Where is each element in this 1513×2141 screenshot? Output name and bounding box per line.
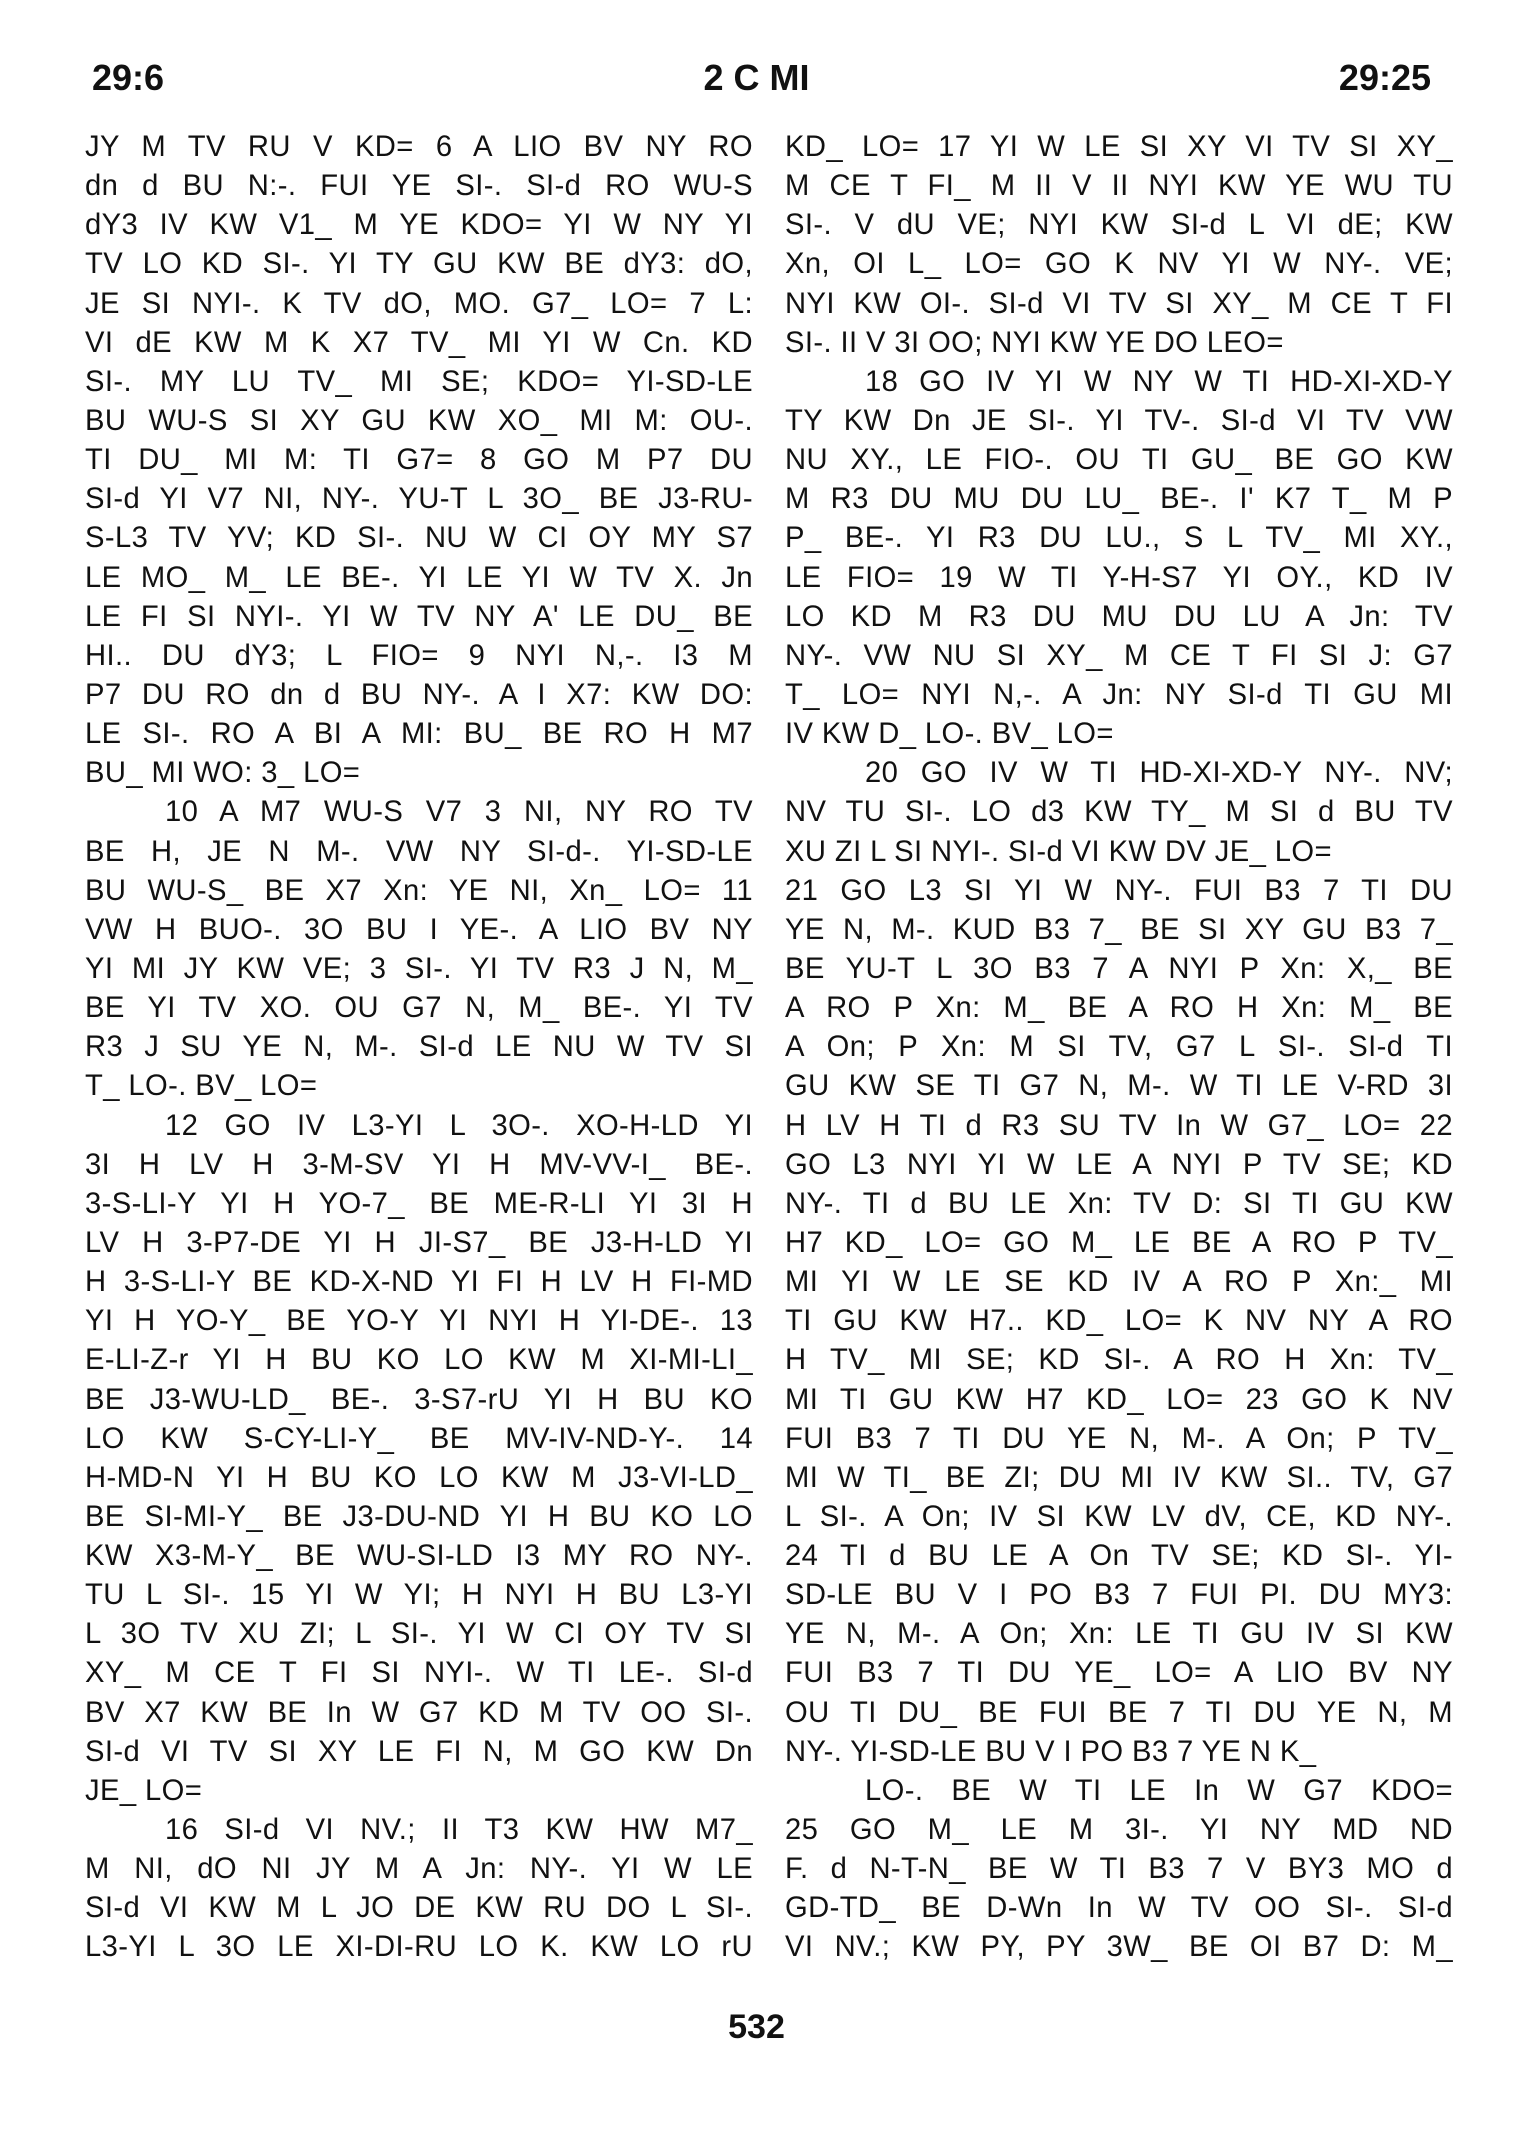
text-line: OU TI DU_ BE FUI BE 7 TI DU YE N, M xyxy=(785,1696,1453,1729)
text-line: NU XY., LE FIO-. OU TI GU_ BE GO KW xyxy=(785,444,1453,477)
text-line: IV KW D_ LO-. BV_ LO= xyxy=(785,718,1114,751)
header-verse-start: 29:6 xyxy=(92,57,165,98)
text-line: LE FIO= 19 W TI Y-H-S7 YI OY., KD IV xyxy=(785,561,1453,594)
text-line: NYI KW OI-. SI-d VI TV SI XY_ M CE T FI xyxy=(785,287,1453,320)
text-line: 25 GO M_ LE M 3I-. YI NY MD ND xyxy=(785,1814,1453,1847)
text-line: BE J3-WU-LD_ BE-. 3-S7-rU YI H BU KO xyxy=(85,1383,753,1416)
text-line: L3-YI L 3O LE XI-DI-RU LO K. KW LO rU xyxy=(85,1931,753,1964)
text-line: 18 GO IV YI W NY W TI HD-XI-XD-Y xyxy=(865,365,1453,398)
right-text-column xyxy=(785,128,1453,1968)
text-line: H7 KD_ LO= GO M_ LE BE A RO P TV_ xyxy=(785,1226,1453,1259)
text-line: H 3-S-LI-Y BE KD-X-ND YI FI H LV H FI-MD xyxy=(85,1266,753,1299)
text-line: MI YI W LE SE KD IV A RO P Xn:_ MI xyxy=(785,1266,1453,1299)
text-line: 20 GO IV W TI HD-XI-XD-Y NY-. NV; xyxy=(865,757,1453,790)
text-line: BE YI TV XO. OU G7 N, M_ BE-. YI TV xyxy=(85,992,753,1025)
text-line: TY KW Dn JE SI-. YI TV-. SI-d VI TV VW xyxy=(785,404,1453,437)
text-line: H-MD-N YI H BU KO LO KW M J3-VI-LD_ xyxy=(85,1461,753,1494)
text-line: JE SI NYI-. K TV dO, MO. G7_ LO= 7 L: xyxy=(85,287,753,320)
text-line: LV H 3-P7-DE YI H JI-S7_ BE J3-H-LD YI xyxy=(85,1226,753,1259)
text-line: GO L3 NYI YI W LE A NYI P TV SE; KD xyxy=(785,1148,1453,1181)
text-line: P_ BE-. YI R3 DU LU., S L TV_ MI XY., xyxy=(785,522,1453,555)
text-line: FUI B3 7 TI DU YE_ LO= A LIO BV NY xyxy=(785,1657,1453,1690)
text-line: F. d N-T-N_ BE W TI B3 7 V BY3 MO d xyxy=(785,1853,1453,1886)
text-line: FUI B3 7 TI DU YE N, M-. A On; P TV_ xyxy=(785,1422,1453,1455)
text-line: M R3 DU MU DU LU_ BE-. I' K7 T_ M P xyxy=(785,483,1453,516)
text-line: VI dE KW M K X7 TV_ MI YI W Cn. KD xyxy=(85,326,753,359)
text-line: JE_ LO= xyxy=(85,1774,203,1807)
header-verse-end: 29:25 xyxy=(1338,57,1431,98)
text-line: LE MO_ M_ LE BE-. YI LE YI W TV X. Jn xyxy=(85,561,753,594)
text-line: VI NV.; KW PY, PY 3W_ BE OI B7 D: M_ xyxy=(785,1931,1453,1964)
text-line: KD_ LO= 17 YI W LE SI XY VI TV SI XY_ xyxy=(785,131,1453,163)
text-line: NY-. VW NU SI XY_ M CE T FI SI J: G7 xyxy=(785,639,1453,672)
text-line: TI DU_ MI M: TI G7= 8 GO M P7 DU xyxy=(85,444,753,477)
text-line: A RO P Xn: M_ BE A RO H Xn: M_ BE xyxy=(785,992,1453,1025)
text-line: P7 DU RO dn d BU NY-. A I X7: KW DO: xyxy=(85,678,753,711)
text-line: XU ZI L SI NYI-. SI-d VI KW DV JE_ LO= xyxy=(785,835,1332,868)
text-line: SI-. V dU VE; NYI KW SI-d L VI dE; KW xyxy=(785,209,1453,242)
text-line: HI.. DU dY3; L FIO= 9 NYI N,-. I3 M xyxy=(85,639,753,672)
text-line: BE H, JE N M-. VW NY SI-d-. YI-SD-LE xyxy=(85,835,753,868)
text-line: S-L3 TV YV; KD SI-. NU W CI OY MY S7 xyxy=(85,522,753,555)
text-line: SI-d VI TV SI XY LE FI N, M GO KW Dn xyxy=(85,1735,753,1768)
text-line: LO-. BE W TI LE In W G7 KDO= xyxy=(865,1774,1453,1807)
text-line: M CE T FI_ M II V II NYI KW YE WU TU xyxy=(785,170,1453,203)
text-line: VW H BUO-. 3O BU I YE-. A LIO BV NY xyxy=(85,913,753,946)
text-line: 24 TI d BU LE A On TV SE; KD SI-. YI- xyxy=(785,1540,1453,1573)
text-line: TU L SI-. 15 YI W YI; H NYI H BU L3-YI xyxy=(85,1579,753,1612)
text-line: 3I H LV H 3-M-SV YI H MV-VV-I_ BE-. xyxy=(85,1148,753,1181)
text-line: KW X3-M-Y_ BE WU-SI-LD I3 MY RO NY-. xyxy=(85,1540,753,1573)
text-line: TV LO KD SI-. YI TY GU KW BE dY3: dO, xyxy=(85,248,753,281)
text-line: SI-d VI KW M L JO DE KW RU DO L SI-. xyxy=(85,1892,753,1925)
text-line: BE SI-MI-Y_ BE J3-DU-ND YI H BU KO LO xyxy=(85,1500,753,1533)
text-line: TI GU KW H7.. KD_ LO= K NV NY A RO xyxy=(785,1305,1453,1338)
text-line: GU KW SE TI G7 N, M-. W TI LE V-RD 3I xyxy=(785,1070,1453,1103)
text-line: 3-S-LI-Y YI H YO-7_ BE ME-R-LI YI 3I H xyxy=(85,1187,753,1220)
text-line: SI-d YI V7 NI, NY-. YU-T L 3O_ BE J3-RU- xyxy=(85,483,753,516)
text-line: LE SI-. RO A BI A MI: BU_ BE RO H M7 xyxy=(85,718,753,751)
left-text-column xyxy=(85,128,753,1968)
text-line: YI H YO-Y_ BE YO-Y YI NYI H YI-DE-. 13 xyxy=(85,1305,753,1338)
text-line: YE N, M-. A On; Xn: LE TI GU IV SI KW xyxy=(785,1618,1453,1651)
text-line: NY-. YI-SD-LE BU V I PO B3 7 YE N K_ xyxy=(785,1735,1317,1768)
text-line: H TV_ MI SE; KD SI-. A RO H Xn: TV_ xyxy=(785,1344,1453,1377)
text-line: NY-. TI d BU LE Xn: TV D: SI TI GU KW xyxy=(785,1187,1453,1220)
text-line: E-LI-Z-r YI H BU KO LO KW M XI-MI-LI_ xyxy=(85,1344,753,1377)
text-line: M NI, dO NI JY M A Jn: NY-. YI W LE xyxy=(85,1853,753,1886)
text-line: BU WU-S_ BE X7 Xn: YE NI, Xn_ LO= 11 xyxy=(85,874,753,907)
text-line: SD-LE BU V I PO B3 7 FUI PI. DU MY3: xyxy=(785,1579,1453,1612)
text-line: dY3 IV KW V1_ M YE KDO= YI W NY YI xyxy=(85,209,753,242)
text-line: dn d BU N:-. FUI YE SI-. SI-d RO WU-S xyxy=(85,170,753,203)
text-line: 12 GO IV L3-YI L 3O-. XO-H-LD YI xyxy=(165,1109,753,1142)
text-line: JY M TV RU V KD= 6 A LIO BV NY RO xyxy=(85,131,753,163)
text-line: YI MI JY KW VE; 3 SI-. YI TV R3 J N, M_ xyxy=(85,952,753,985)
text-line: T_ LO-. BV_ LO= xyxy=(85,1070,318,1103)
text-line: NV TU SI-. LO d3 KW TY_ M SI d BU TV xyxy=(785,796,1453,829)
text-line: BU WU-S SI XY GU KW XO_ MI M: OU-. xyxy=(85,404,753,437)
text-line: MI W TI_ BE ZI; DU MI IV KW SI.. TV, G7 xyxy=(785,1461,1453,1494)
text-line: 21 GO L3 SI YI W NY-. FUI B3 7 TI DU xyxy=(785,874,1453,907)
text-line: 10 A M7 WU-S V7 3 NI, NY RO TV xyxy=(165,796,753,829)
text-line: YE N, M-. KUD B3 7_ BE SI XY GU B3 7_ xyxy=(785,913,1453,946)
text-line: R3 J SU YE N, M-. SI-d LE NU W TV SI xyxy=(85,1031,753,1064)
text-line: GD-TD_ BE D-Wn In W TV OO SI-. SI-d xyxy=(785,1892,1453,1925)
text-line: SI-. MY LU TV_ MI SE; KDO= YI-SD-LE xyxy=(85,365,753,398)
text-line: T_ LO= NYI N,-. A Jn: NY SI-d TI GU MI xyxy=(785,678,1453,711)
text-line: L SI-. A On; IV SI KW LV dV, CE, KD NY-. xyxy=(785,1500,1453,1533)
text-line: LE FI SI NYI-. YI W TV NY A' LE DU_ BE xyxy=(85,600,753,633)
text-line: SI-. II V 3I OO; NYI KW YE DO LEO= xyxy=(785,326,1284,359)
text-line: MI TI GU KW H7 KD_ LO= 23 GO K NV xyxy=(785,1383,1453,1416)
text-line: LO KD M R3 DU MU DU LU A Jn: TV xyxy=(785,600,1453,633)
text-line: BU_ MI WO: 3_ LO= xyxy=(85,757,361,790)
header-book-title: 2 C MI xyxy=(703,57,810,98)
text-line: 16 SI-d VI NV.; II T3 KW HW M7_ xyxy=(165,1814,753,1847)
text-line: A On; P Xn: M SI TV, G7 L SI-. SI-d TI xyxy=(785,1031,1453,1064)
text-line: H LV H TI d R3 SU TV In W G7_ LO= 22 xyxy=(785,1109,1453,1142)
text-line: Xn, OI L_ LO= GO K NV YI W NY-. VE; xyxy=(785,248,1453,281)
page-number: 532 xyxy=(728,2008,785,2046)
text-line: BE YU-T L 3O B3 7 A NYI P Xn: X,_ BE xyxy=(785,952,1453,985)
text-line: LO KW S-CY-LI-Y_ BE MV-IV-ND-Y-. 14 xyxy=(85,1422,753,1455)
text-line: BV X7 KW BE In W G7 KD M TV OO SI-. xyxy=(85,1696,753,1729)
text-line: L 3O TV XU ZI; L SI-. YI W CI OY TV SI xyxy=(85,1618,753,1651)
text-line: XY_ M CE T FI SI NYI-. W TI LE-. SI-d xyxy=(85,1657,753,1690)
